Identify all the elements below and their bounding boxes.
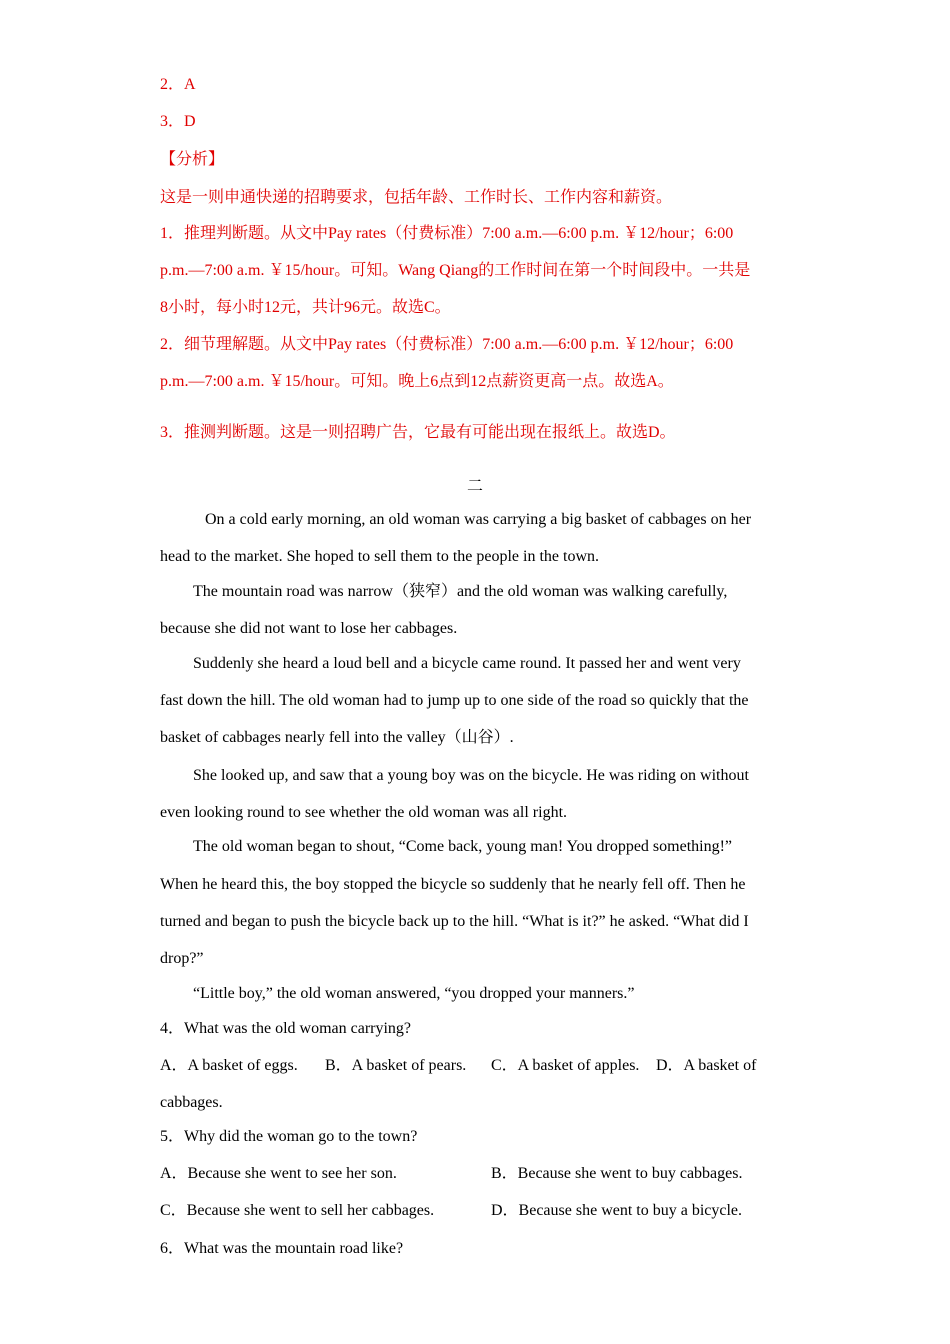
passage-p1-line2: head to the market. She hoped to sell them to the people in the town. (160, 548, 600, 565)
q4-option-b: B．A basket of pears. (325, 1057, 467, 1074)
q5-option-d: D．Because she went to buy a bicycle. (491, 1202, 743, 1219)
passage-p2-line2: because she did not want to lose her cabbages. (160, 620, 458, 637)
analysis-intro: 这是一则申通快递的招聘要求，包括年龄、工作时长、工作内容和薪资。 (160, 189, 673, 206)
section-mark: 二 (466, 478, 483, 495)
question-5: 5．Why did the woman go to the town? (160, 1128, 418, 1145)
analysis-q1-line3: 8小时，每小时12元，共计96元。故选C。 (160, 299, 451, 316)
passage-p5-line3: turned and began to push the bicycle back up to the hill. “What is it?” he asked. “What did I (160, 913, 749, 930)
passage-p2-line1: The mountain road was narrow（狭窄）and the old woman was walking carefully, (193, 583, 728, 600)
analysis-q3-line1: 3．推测判断题。这是一则招聘广告，它最有可能出现在报纸上。故选D。 (160, 424, 676, 441)
passage-p6-line1: “Little boy,” the old woman answered, “you dropped your manners.” (193, 985, 635, 1002)
q4-option-d: D．A basket of (656, 1057, 757, 1074)
passage-p4-line1: She looked up, and saw that a young boy was on the bicycle. He was riding on without (193, 767, 749, 784)
analysis-heading: 【分析】 (160, 151, 225, 168)
analysis-q2-line1: 2．细节理解题。从文中Pay rates（付费标准）7:00 a.m.—6:00 p.m. ￥12/hour；6:00 (160, 336, 734, 353)
analysis-q2-line2: p.m.—7:00 a.m. ￥15/hour。可知。晚上6点到12点薪资更高一点。故选A。 (160, 373, 674, 390)
question-6: 6．What was the mountain road like? (160, 1240, 404, 1257)
analysis-q1-line2: p.m.—7:00 a.m. ￥15/hour。可知。Wang Qiang的工作时间在第一个时间段中。一共是 (160, 262, 751, 279)
passage-p3-line2: fast down the hill. The old woman had to jump up to one side of the road so quickly that the (160, 692, 749, 709)
passage-p3-line3: basket of cabbages nearly fell into the valley（山谷）. (160, 729, 514, 746)
q4-option-d-cont: cabbages. (160, 1094, 223, 1111)
q5-option-a: A．Because she went to see her son. (160, 1165, 397, 1182)
passage-p4-line2: even looking round to see whether the old woman was all right. (160, 804, 568, 821)
answer-3: 3．D (160, 113, 196, 130)
passage-p5-line1: The old woman began to shout, “Come back, young man! You dropped something!” (193, 838, 733, 855)
question-4: 4．What was the old woman carrying? (160, 1020, 412, 1037)
q4-option-c: C．A basket of apples. (491, 1057, 640, 1074)
q5-option-b: B．Because she went to buy cabbages. (491, 1165, 743, 1182)
passage-p5-line2: When he heard this, the boy stopped the bicycle so suddenly that he nearly fell off. Then he (160, 876, 746, 893)
q5-option-c: C．Because she went to sell her cabbages. (160, 1202, 435, 1219)
passage-p5-line4: drop?” (160, 950, 204, 967)
answer-2: 2．A (160, 76, 196, 93)
passage-p1-line1: On a cold early morning, an old woman was carrying a big basket of cabbages on her (205, 511, 752, 528)
passage-p3-line1: Suddenly she heard a loud bell and a bicycle came round. It passed her and went very (193, 655, 741, 672)
q4-option-a: A．A basket of eggs. (160, 1057, 298, 1074)
analysis-q1-line1: 1．推理判断题。从文中Pay rates（付费标准）7:00 a.m.—6:00 p.m. ￥12/hour；6:00 (160, 225, 734, 242)
